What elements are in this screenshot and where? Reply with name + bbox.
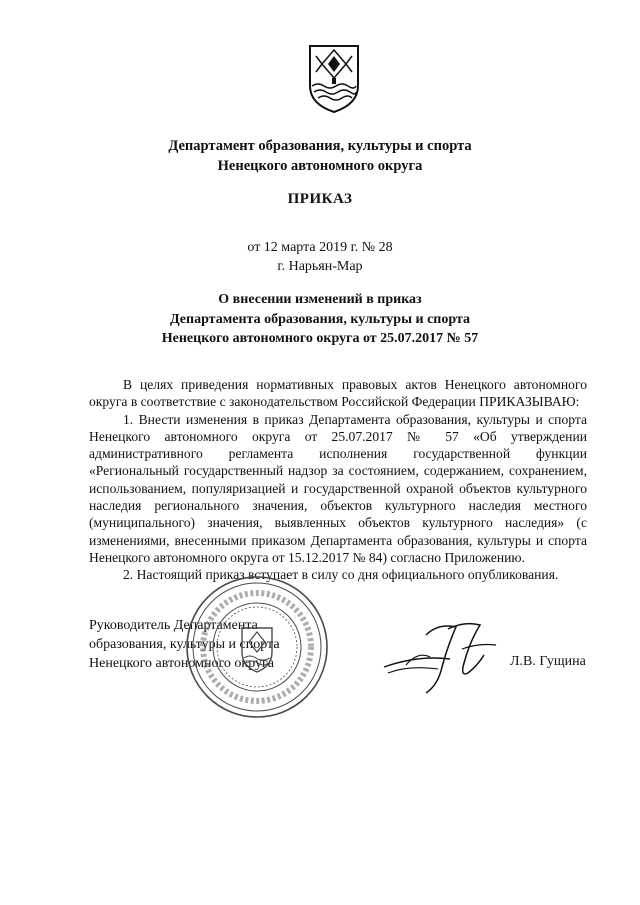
document-type: ПРИКАЗ bbox=[287, 191, 353, 207]
signatory-line-2: образования, культуры и спорта bbox=[89, 637, 280, 652]
coat-of-arms-icon bbox=[306, 42, 362, 114]
header-line-1: Департамент образования, культуры и спорта bbox=[168, 138, 472, 154]
body-paragraph-2: 1. Внести изменения в приказ Департамента образования, культуры и спорта Ненецкого автономного округа от 25.07.2017 № 57 «Об утверждении административного регламента исполнения государственной функции «Региональный государственный надзор за состоянием, содержанием, сохранением, использованием, популяризацией и государственной охраной объектов культурного наследия регионального значения, объектов культурного наследия местного (муниципального) значения, выявленных объектов культурного наследия» (с изменениями, внесенными приказом Департамента образования, культуры и спорта Ненецкого автономного округа от 15.12.2017 № 84) согласно Приложению. bbox=[89, 411, 587, 565]
header-line-2: Ненецкого автономного округа bbox=[217, 158, 423, 174]
signatory-line-1: Руководитель Департамента bbox=[89, 618, 258, 633]
date-place-block bbox=[0, 238, 640, 276]
order-subject bbox=[0, 290, 640, 349]
handwritten-signature-icon bbox=[378, 615, 508, 701]
order-body bbox=[89, 376, 587, 584]
subject-line-3: Ненецкого автономного округа от 25.07.2017 № 57 bbox=[161, 331, 479, 346]
signatory-name: Л.В. Гущина bbox=[510, 654, 586, 669]
order-date: от 12 марта 2019 г. № 28 bbox=[247, 240, 393, 255]
body-paragraph-3: 2. Настоящий приказ вступает в силу со дня официального опубликования. bbox=[123, 567, 559, 583]
body-paragraph-1: В целях приведения нормативных правовых актов Ненецкого автономного округа в соответствие с законодательством Российской Федерации ПРИКАЗЫВАЮ: bbox=[89, 377, 587, 410]
department-header bbox=[0, 136, 640, 176]
official-seal-icon bbox=[184, 574, 330, 720]
subject-line-2: Департамента образования, культуры и спорта bbox=[170, 311, 470, 327]
subject-line-1: О внесении изменений в приказ bbox=[218, 292, 422, 307]
order-place: г. Нарьян-Мар bbox=[277, 259, 363, 274]
signatory-line-3: Ненецкого автономного округа bbox=[89, 656, 274, 671]
